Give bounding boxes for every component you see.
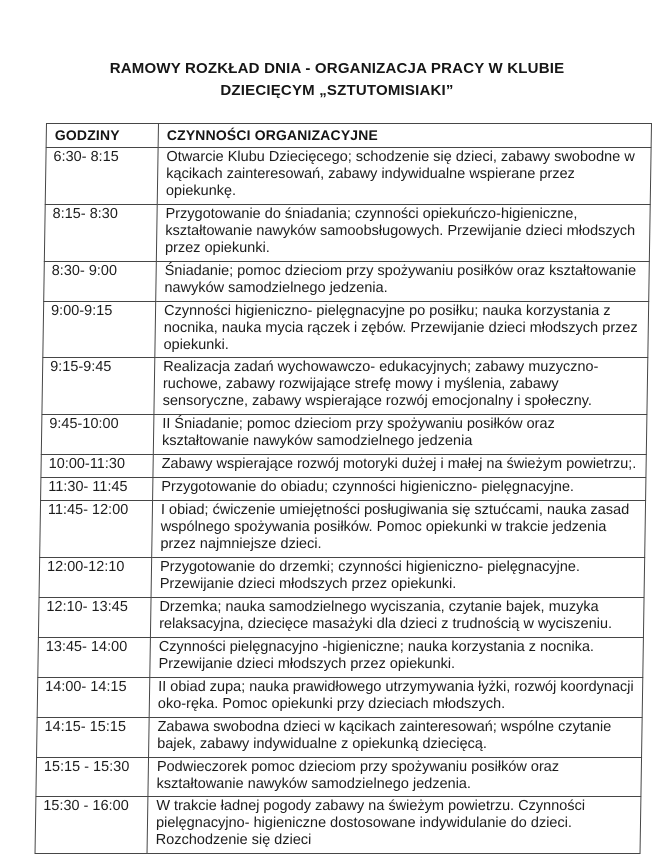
table-row	[41, 454, 646, 477]
activity-cell: Realizacja zadań wychowawczo- edukacyjnych; zabawy muzyczno-ruchowe, zabawy rozwijające strefę mowy i myślenia, zabawy sensoryczne, zabawy wspierające rozwój emocjonalny i społeczny.	[154, 357, 648, 414]
time-cell: 9:45-10:00	[41, 414, 154, 454]
schedule-table	[35, 123, 652, 854]
table-row	[42, 357, 648, 414]
activity-cell: II obiad zupa; nauka prawidłowego utrzymywania łyżki, rozwój koordynacji oko-ręka. Pomoc opiekunki przy dzieciach młodszych.	[149, 677, 643, 717]
time-cell: 13:45- 14:00	[38, 637, 151, 677]
activity-cell: W trakcie ładnej pogody zabawy na świeżym powietrzu. Czynności pielęgnacyjno- higieniczne dostosowane indywidulanie do dzieci. Rozchodzenie się dzieci	[147, 796, 641, 853]
time-cell: 14:00- 14:15	[37, 677, 150, 717]
table-row	[39, 557, 645, 597]
activity-cell: Czynności pielęgnacyjno -higieniczne; nauka korzystania z nocnika. Przewijanie dzieci młodszych przez opiekunki.	[150, 637, 644, 677]
table-row	[41, 477, 646, 500]
activity-cell: Przygotowanie do śniadania; czynności opiekuńczo-higieniczne, kształtowanie nawyków samoobsługowych. Przewijanie dzieci młodszych przez opiekunki.	[156, 204, 650, 261]
document-title-line2: DZIECIĘCYM „SZTUTOMISIAKI”	[220, 81, 454, 99]
table-row	[35, 796, 641, 853]
activity-cell: Drzemka; nauka samodzielnego wyciszania, czytanie bajek, muzyka relaksacyjna, dziecięce masażyki dla dzieci z trudnością w wyciszeniu.	[150, 597, 644, 637]
activity-cell: Zabawa swobodna dzieci w kącikach zainteresowań; wspólne czytanie bajek, zabawy indywidualne z opiekunką dziecięcą.	[149, 717, 643, 757]
table-row	[44, 204, 650, 261]
header-activities: CZYNNOŚCI ORGANIZACYJNE	[158, 123, 651, 147]
table-row	[38, 637, 644, 677]
activity-cell: Czynności higieniczno- pielęgnacyjne po posiłku; nauka korzystania z nocnika, nauka mycia rączek i zębów. Przewijanie dzieci młodszych przez opiekunki.	[155, 301, 649, 358]
table-row	[38, 597, 644, 637]
activity-cell: Przygotowanie do obiadu; czynności higieniczno- pielęgnacyjne.	[153, 477, 646, 500]
time-cell: 15:30 - 16:00	[35, 796, 148, 853]
time-cell: 14:15- 15:15	[37, 717, 150, 757]
document-title	[46, 58, 628, 102]
time-cell: 11:45- 12:00	[40, 500, 153, 557]
table-row	[41, 414, 647, 454]
activity-cell: Zabawy wspierające rozwój motoryki dużej i małej na świeżym powietrzu;.	[153, 454, 646, 477]
time-cell: 12:00-12:10	[39, 557, 152, 597]
time-cell: 11:30- 11:45	[41, 477, 153, 500]
time-cell: 15:15 - 15:30	[36, 757, 149, 797]
header-hours: GODZINY	[46, 123, 158, 147]
time-cell: 8:15- 8:30	[44, 204, 157, 261]
time-cell: 9:15-9:45	[42, 357, 155, 414]
table-row	[37, 717, 643, 757]
table-row	[44, 261, 650, 301]
activity-cell: II Śniadanie; pomoc dzieciom przy spożywaniu posiłków oraz kształtowanie nawyków samodzielnego jedzenia	[153, 414, 647, 454]
time-cell: 9:00-9:15	[43, 301, 156, 358]
time-cell: 6:30- 8:15	[45, 147, 158, 204]
table-row	[37, 677, 643, 717]
activity-cell: I obiad; ćwiczenie umiejętności posługiwania się sztućcami, nauka zasad wspólnego spożywania posiłków. Pomoc opiekunki w trakcie jedzenia przez najmniejsze dzieci.	[152, 500, 646, 557]
schedule-table-wrapper	[35, 123, 652, 854]
table-row	[45, 147, 651, 204]
table-row	[43, 301, 649, 358]
activity-cell: Podwieczorek pomoc dzieciom przy spożywaniu posiłków oraz kształtowanie nawyków samodzielnego jedzenia.	[148, 757, 642, 797]
activity-cell: Przygotowanie do drzemki; czynności higieniczno- pielęgnacyjne. Przewijanie dzieci młodszych przez opiekunki.	[151, 557, 645, 597]
time-cell: 10:00-11:30	[41, 454, 153, 477]
document-title-line1: RAMOWY ROZKŁAD DNIA - ORGANIZACJA PRACY W KLUBIE	[109, 60, 565, 77]
time-cell: 8:30- 9:00	[44, 261, 157, 301]
time-cell: 12:10- 13:45	[38, 597, 151, 637]
table-header-row	[46, 123, 651, 147]
table-row	[36, 757, 642, 797]
activity-cell: Śniadanie; pomoc dzieciom przy spożywaniu posiłków oraz kształtowanie nawyków samodzielnego jedzenia.	[156, 261, 650, 301]
table-row	[40, 500, 646, 557]
activity-cell: Otwarcie Klubu Dziecięcego; schodzenie się dzieci, zabawy swobodne w kącikach zainteresowań, zabawy indywidualne wspierane przez opiekunkę.	[157, 147, 651, 204]
scanned-document-page	[0, 58, 658, 861]
